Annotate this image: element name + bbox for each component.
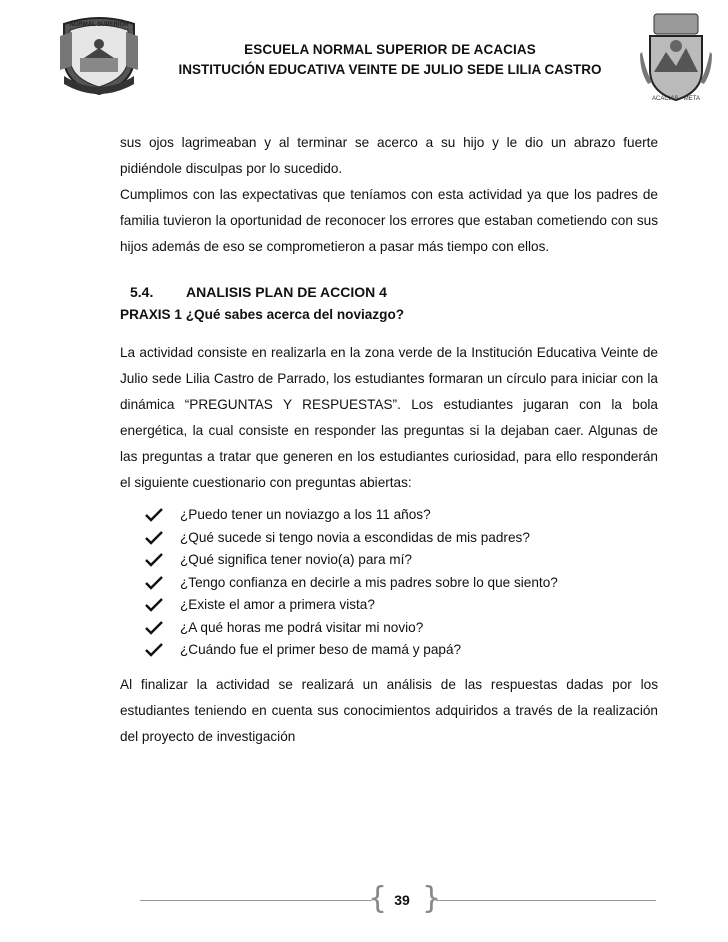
- right-brace: }: [422, 881, 442, 916]
- page-body: [120, 130, 658, 750]
- checkmark-icon: [144, 531, 164, 545]
- checkmark-icon: [144, 643, 164, 657]
- checkmark-icon: [144, 508, 164, 522]
- section-heading: [130, 280, 658, 304]
- list-item: [144, 594, 658, 617]
- checkmark-icon: [144, 621, 164, 635]
- paragraph-4: Al finalizar la actividad se realizará un análisis de las respuestas dadas por los estudiantes teniendo en cuenta sus conocimientos adquiridos a través de la realización del proyecto de investigación: [120, 676, 658, 744]
- list-item: [144, 639, 658, 662]
- question-text: ¿Puedo tener un noviazgo a los 11 años?: [180, 507, 431, 522]
- checkmark-icon: [144, 576, 164, 590]
- question-text: ¿Qué sucede si tengo novia a escondidas de mis padres?: [180, 529, 530, 545]
- institution-name: INSTITUCIÓN EDUCATIVA VEINTE DE JULIO SEDE LILIA CASTRO: [178, 62, 602, 77]
- page-number: 39: [394, 892, 410, 908]
- footer-rule-right: [436, 900, 656, 901]
- question-text: ¿Tengo confianza en decirle a mis padres sobre lo que siento?: [180, 574, 558, 590]
- list-item: [144, 504, 658, 527]
- logo-left-text: NORMAL SUPERIOR: [69, 22, 129, 28]
- checkmark-icon: [144, 553, 164, 567]
- section-title: ANALISIS PLAN DE ACCION 4: [186, 284, 387, 300]
- question-text: ¿Existe el amor a primera vista?: [180, 597, 375, 612]
- question-text: ¿A qué horas me podrá visitar mi novio?: [180, 619, 424, 635]
- list-item: [144, 527, 658, 550]
- checkmark-icon: [144, 598, 164, 612]
- question-text: ¿Cuándo fue el primer beso de mamá y papá?: [180, 642, 462, 657]
- left-brace: {: [368, 881, 388, 916]
- logo-right-text: ACACIAS - META: [652, 96, 700, 102]
- paragraph-3: La actividad consiste en realizarla en la zona verde de la Institución Educativa Veinte de Julio sede Lilia Castro de Parrado, los estudiantes formaran un círculo para iniciar con la dinámica “PREGUNTAS Y RESPUESTAS”. Los estudiantes jugaran con la bola energética, la cual consiste en responder las preguntas si la dejaban caer. Algunas de las preguntas a tratar que generen en los estudiantes curiosidad, para ello responderán el siguiente cuestionario con preguntas abiertas:: [120, 345, 658, 490]
- praxis-heading: PRAXIS 1 ¿Qué sabes acerca del noviazgo?: [120, 307, 405, 322]
- page-footer: [0, 880, 728, 930]
- institution-shield-logo: [640, 12, 712, 108]
- footer-rule-left: [140, 900, 372, 901]
- question-text: ¿Qué significa tener novio(a) para mí?: [180, 552, 412, 567]
- page-header: [0, 0, 728, 115]
- school-name: ESCUELA NORMAL SUPERIOR DE ACACIAS: [244, 42, 536, 57]
- list-item: [144, 617, 658, 640]
- paragraph-2: Cumplimos con las expectativas que teníamos con esta actividad ya que los padres de familia tuvieron la oportunidad de reconocer los errores que estaban cometiendo con sus hijos además de eso se comprometieron a pasar más tiempo con ellos.: [120, 187, 658, 254]
- list-item: [144, 572, 658, 595]
- paragraph-1: sus ojos lagrimeaban y al terminar se acerco a su hijo y le dio un abrazo fuerte pidiéndole disculpas por lo sucedido.: [120, 135, 658, 176]
- question-list: [144, 504, 658, 662]
- section-number: 5.4.: [130, 284, 154, 300]
- list-item: [144, 549, 658, 572]
